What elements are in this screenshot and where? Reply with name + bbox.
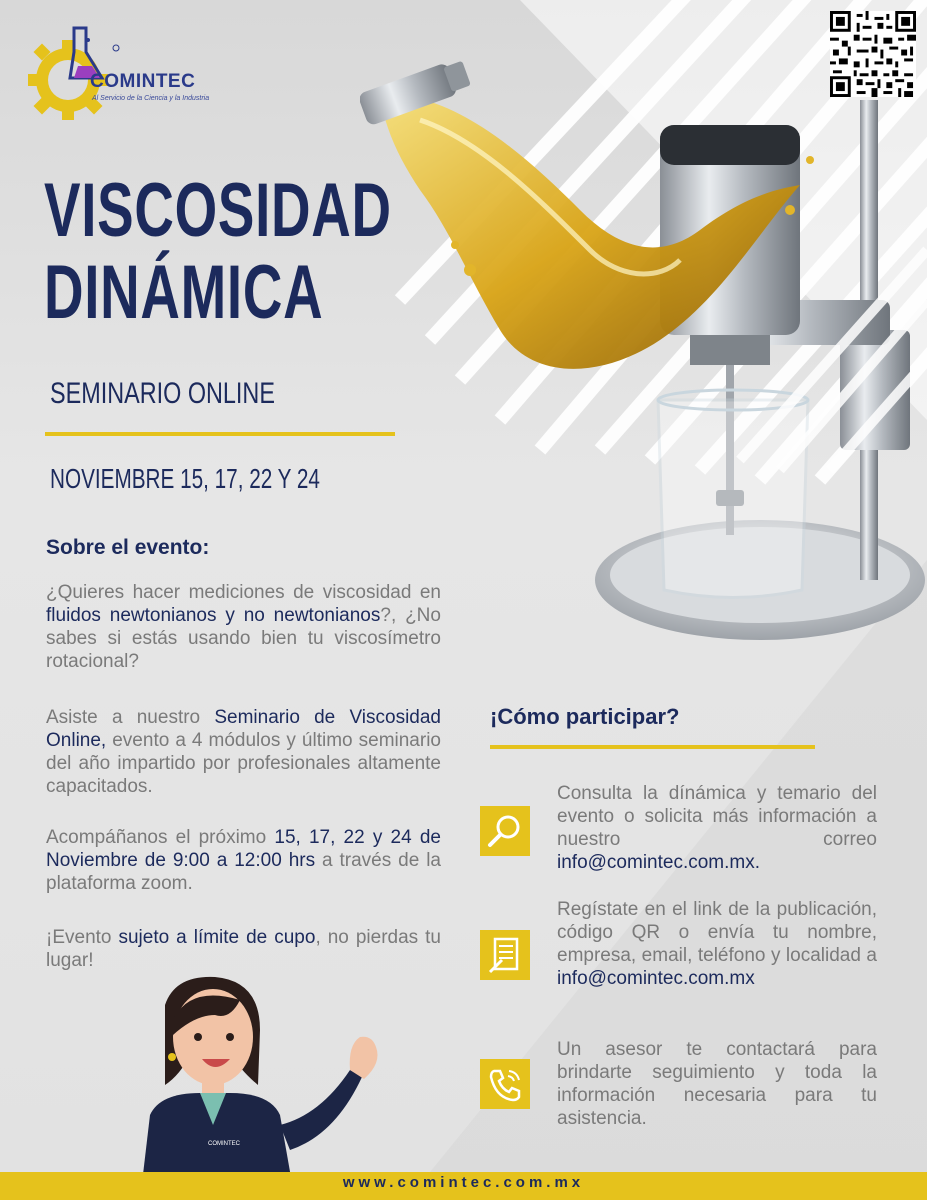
about-heading: Sobre el evento: <box>46 536 210 559</box>
email-link[interactable]: info@comintec.com.mx. <box>557 852 761 873</box>
presenter-illustration <box>120 975 390 1200</box>
text: ¿Quieres hacer mediciones de viscosidad en <box>46 582 441 603</box>
website-link[interactable]: www.comintec.com.mx <box>342 1174 585 1191</box>
step-2-text <box>557 898 877 990</box>
highlight: 15, 17, 22 y 24 de Noviembre de 9:00 a 12:00 hrs <box>46 827 441 871</box>
page-title <box>44 170 392 334</box>
subtitle: SEMINARIO ONLINE <box>50 377 275 410</box>
text: , no pierdas tu lugar! <box>46 927 441 971</box>
phone-icon <box>480 1059 530 1109</box>
text: ¡Evento <box>46 927 119 948</box>
how-heading: ¡Cómo participar? <box>490 704 680 729</box>
viscometer-image <box>360 0 927 700</box>
text: ?, ¿No sabes si estás usando bien tu viscosímetro rotacional? <box>46 605 441 672</box>
step-3-text <box>557 1038 877 1130</box>
qr-code[interactable] <box>830 11 916 97</box>
highlight: sujeto a límite de cupo <box>118 927 316 948</box>
divider <box>490 745 815 749</box>
about-paragraph-3 <box>46 826 441 895</box>
title-line-2: DINÁMICA <box>44 250 324 335</box>
title-line-1: VISCOSIDAD <box>44 168 392 253</box>
text: Consulta la dínámica y temario del evento o solicita más información a nuestro correo <box>557 783 877 850</box>
company-logo <box>26 18 226 128</box>
email-link[interactable]: info@comintec.com.mx <box>557 968 755 989</box>
event-dates: NOVIEMBRE 15, 17, 22 Y 24 <box>50 463 320 494</box>
magnifier-icon <box>480 806 530 856</box>
highlight: fluidos newtonianos y no newtonianos <box>46 605 381 626</box>
text: Un asesor te contactará para brindarte seguimiento y toda la información necesaria para tu asistencia. <box>557 1039 877 1129</box>
text: evento a 4 módulos y último seminario del año impartido por profesionales altamente capacitados. <box>46 730 441 797</box>
about-paragraph-1 <box>46 581 441 673</box>
logo-tagline: Al Servicio de la Ciencia y la Industria <box>92 95 210 102</box>
divider <box>45 432 395 436</box>
text: Regístate en el link de la publicación, código QR o envía tu nombre, empresa, email, teléfono y localidad a <box>557 899 877 966</box>
text: Asiste a nuestro <box>46 707 215 728</box>
step-1-text <box>557 782 877 874</box>
text: a través de la plataforma zoom. <box>46 850 441 894</box>
svg-text:COMINTEC: COMINTEC <box>208 1141 240 1147</box>
text: Acompáñanos el próximo <box>46 827 275 848</box>
form-icon <box>480 930 530 980</box>
highlight: Seminario de Viscosidad Online, <box>46 707 441 751</box>
logo-wordmark: COMINTEC <box>90 71 196 92</box>
about-paragraph-2 <box>46 706 441 798</box>
about-paragraph-4 <box>46 926 441 972</box>
